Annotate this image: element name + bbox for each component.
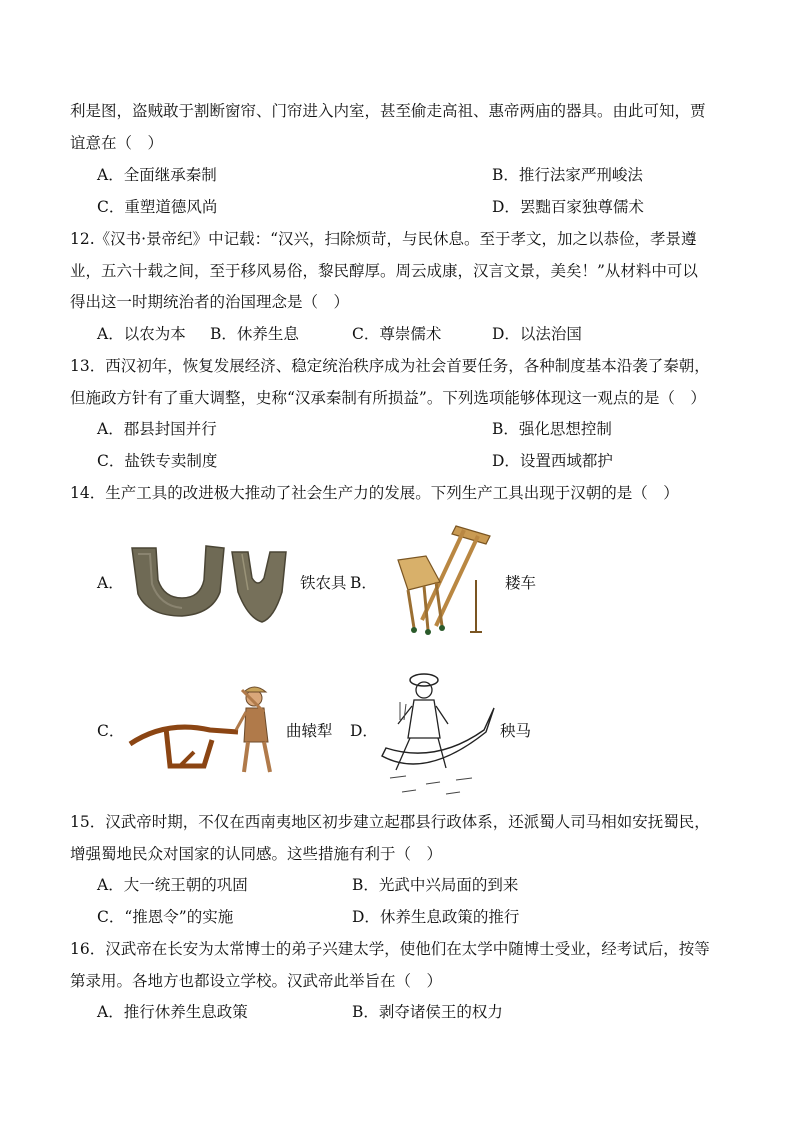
q14-option-d-letter[interactable]: D． [350, 722, 378, 740]
q14-text-line1: 14．生产工具的改进极大推动了社会生产力的发展。下列生产工具出现于汉朝的是（ ） [70, 484, 679, 502]
q14-option-a-letter[interactable]: A． [97, 574, 124, 592]
q14-option-c-letter[interactable]: C． [97, 722, 125, 740]
q16-text-line1: 16．汉武帝在长安为太常博士的弟子兴建太学，使他们在太学中随博士受业，经考试后，按等 [70, 940, 710, 958]
q15-text-line2: 增强蜀地民众对国家的认同感。这些措施有利于（ ） [70, 845, 443, 863]
q14-option-b-letter[interactable]: B． [350, 574, 377, 592]
q12-option-c[interactable]: C．尊崇儒术 [352, 325, 442, 343]
q15-option-a[interactable]: A．大一统王朝的巩固 [97, 876, 248, 894]
q15-option-d[interactable]: D．休养生息政策的推行 [352, 908, 520, 926]
q15-text-line1: 15．汉武帝时期，不仅在西南夷地区初步建立起郡县行政体系，还派蜀人司马相如安抚蜀民， [70, 813, 710, 831]
q12-text-line1: 12.《汉书·景帝纪》中记载：“汉兴，扫除烦苛，与民休息。至于孝文，加之以恭俭，孝景遵 [70, 230, 697, 248]
q11-option-b[interactable]: B．推行法家严刑峻法 [492, 166, 643, 184]
q13-option-b[interactable]: B．强化思想控制 [492, 420, 612, 438]
q13-text-line2: 但施政方针有了重大调整，史称“汉承秦制有所损益”。下列选项能够体现这一观点的是（ ） [70, 389, 706, 407]
q13-text-line1: 13．西汉初年，恢复发展经济、稳定统治秩序成为社会首要任务，各种制度基本沿袭了秦朝， [70, 357, 710, 375]
q14-caption-d: 秧马 [500, 722, 532, 740]
iron-farm-tool-image [124, 540, 294, 625]
q16-option-b[interactable]: B．剥夺诸侯王的权力 [352, 1003, 503, 1021]
q11-option-d[interactable]: D．罢黜百家独尊儒术 [492, 198, 644, 216]
q14-caption-b: 耧车 [505, 574, 537, 592]
q14-caption-a: 铁农具 [300, 574, 347, 592]
curved-plough-image [126, 680, 282, 775]
q11-option-a[interactable]: A．全面继承秦制 [97, 166, 217, 184]
q16-text-line2: 第录用。各地方也都设立学校。汉武帝此举旨在（ ） [70, 972, 443, 990]
q11-option-c[interactable]: C．重塑道德风尚 [97, 198, 218, 216]
q11-text-line1: 利是图，盗贼敢于割断窗帘、门帘进入内室，甚至偷走高祖、惠帝两庙的器具。由此可知，贾 [70, 102, 706, 120]
q12-option-a[interactable]: A．以农为本 [97, 325, 186, 343]
q12-option-d[interactable]: D．以法治国 [492, 325, 582, 343]
q13-option-d[interactable]: D．设置西域都护 [492, 452, 613, 470]
q15-option-b[interactable]: B．光武中兴局面的到来 [352, 876, 519, 894]
q15-option-c[interactable]: C．“推恩令”的实施 [97, 908, 234, 926]
q13-option-a[interactable]: A．郡县封国并行 [97, 420, 217, 438]
q12-option-b[interactable]: B．休养生息 [210, 325, 299, 343]
q16-option-a[interactable]: A．推行休养生息政策 [97, 1003, 248, 1021]
rice-seedling-horse-image [376, 660, 498, 800]
q12-text-line3: 得出这一时期统治者的治国理念是（ ） [70, 293, 350, 311]
q11-text-line2: 谊意在（ ） [70, 134, 164, 152]
q12-text-line2: 业，五六十载之间，至于移风易俗，黎民醇厚。周云成康，汉言文景，美矣！”从材料中可以 [70, 262, 698, 280]
q14-caption-c: 曲辕犁 [286, 722, 333, 740]
q13-option-c[interactable]: C．盐铁专卖制度 [97, 452, 218, 470]
seed-drill-image [378, 520, 498, 645]
